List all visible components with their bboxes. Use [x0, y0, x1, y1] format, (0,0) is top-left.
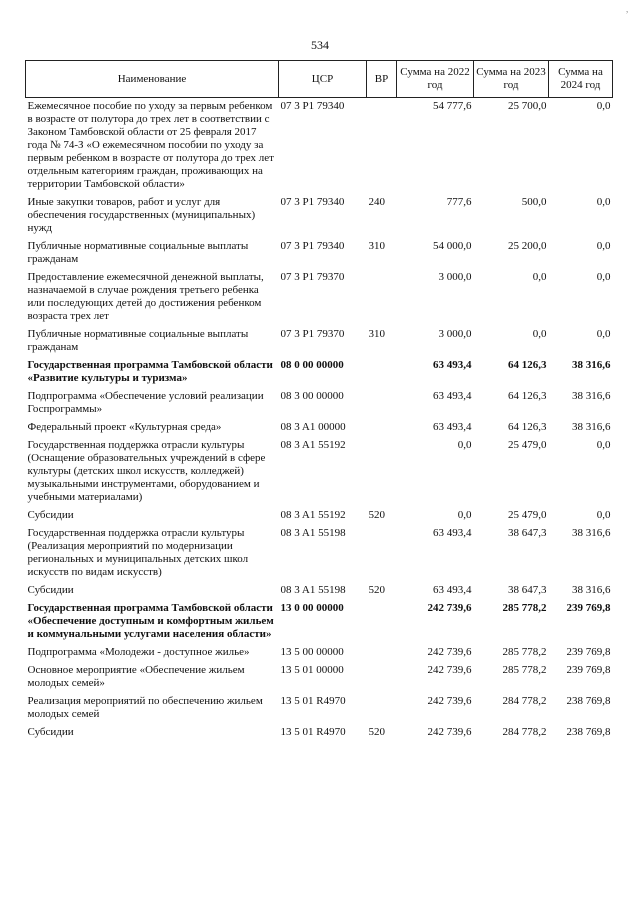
- header-name: Наименование: [26, 61, 279, 98]
- cell-vr: [367, 527, 397, 584]
- cell-vr: 240: [368, 196, 385, 208]
- header-sum-2022: Сумма на 2022 год: [397, 61, 474, 98]
- cell-sum-2022: 63 493,4: [433, 584, 472, 596]
- cell-sum-2023: 284 778,2: [502, 726, 547, 738]
- cell-sum-2024: 0,0: [596, 100, 611, 112]
- cell-csr: 07 3 P1 79370: [280, 271, 345, 283]
- cell-sum-2023: 38 647,3: [508, 527, 547, 539]
- cell-sum-2023: 25 479,0: [508, 439, 547, 451]
- cell-name: Реализация мероприятий по обеспечению жильем молодых семей: [27, 695, 263, 720]
- cell-sum-2022: 54 000,0: [433, 240, 472, 252]
- cell-sum-2022: 63 493,4: [433, 390, 472, 402]
- cell-sum-2022: 242 739,6: [427, 602, 472, 614]
- cell-sum-2023: 285 778,2: [502, 664, 547, 676]
- cell-sum-2023: 25 700,0: [508, 100, 547, 112]
- cell-sum-2024: 38 316,6: [572, 359, 611, 371]
- cell-csr: 13 5 01 00000: [280, 664, 344, 676]
- table-row: [26, 328, 613, 359]
- cell-csr: 08 3 A1 55192: [280, 439, 346, 451]
- cell-name: Государственная поддержка отрасли культуры (Реализация мероприятий по модернизации региональных и муниципальных детских школ искусств по видам искусств): [27, 527, 249, 578]
- budget-table: [25, 60, 613, 744]
- cell-sum-2024: 239 769,8: [566, 664, 611, 676]
- cell-name: Публичные нормативные социальные выплаты гражданам: [27, 328, 249, 353]
- cell-csr: 13 0 00 00000: [280, 602, 344, 614]
- cell-vr: [367, 646, 397, 664]
- cell-sum-2023: 285 778,2: [502, 646, 547, 658]
- cell-name: Основное мероприятие «Обеспечение жильем молодых семей»: [27, 664, 245, 689]
- table-row: [26, 196, 613, 240]
- cell-sum-2024: 38 316,6: [572, 584, 611, 596]
- cell-vr: 520: [368, 584, 385, 596]
- table-row: [26, 695, 613, 726]
- table-row: [26, 421, 613, 439]
- cell-sum-2022: 242 739,6: [427, 726, 472, 738]
- cell-sum-2023: 64 126,3: [508, 390, 547, 402]
- cell-sum-2024: 0,0: [596, 509, 611, 521]
- cell-name: Подпрограмма «Молодежи - доступное жилье»: [27, 646, 250, 658]
- cell-sum-2023: 64 126,3: [508, 359, 547, 371]
- cell-sum-2022: 242 739,6: [427, 664, 472, 676]
- cell-vr: [367, 390, 397, 421]
- cell-vr: [367, 359, 397, 390]
- cell-csr: 13 5 01 R4970: [280, 726, 346, 738]
- cell-sum-2022: 63 493,4: [433, 421, 472, 433]
- table-row: [26, 602, 613, 646]
- header-csr: ЦСР: [279, 61, 367, 98]
- table-row: [26, 271, 613, 328]
- cell-sum-2022: 3 000,0: [438, 328, 472, 340]
- cell-sum-2023: 64 126,3: [508, 421, 547, 433]
- cell-vr: [367, 695, 397, 726]
- cell-sum-2024: 0,0: [596, 328, 611, 340]
- cell-name: Ежемесячное пособие по уходу за первым ребенком в возрасте от полутора до трех лет в соответствии с Законом Тамбовской области от 25 февраля 2017 года № 74-З «О ежемесячном пособии по уходу за первым ребенком в возрасте от полутора до трех лет отдельным категориям граждан, проживающих на территории Тамбовской области»: [27, 100, 274, 190]
- table-header-row: [26, 61, 613, 98]
- cell-csr: 07 3 P1 79340: [280, 240, 345, 252]
- cell-vr: 310: [368, 328, 385, 340]
- cell-csr: 07 3 P1 79340: [280, 100, 345, 112]
- cell-csr: 07 3 P1 79370: [280, 328, 345, 340]
- cell-csr: 08 0 00 00000: [280, 359, 344, 371]
- table-row: [26, 359, 613, 390]
- table-row: [26, 509, 613, 527]
- cell-sum-2023: 284 778,2: [502, 695, 547, 707]
- cell-sum-2024: 0,0: [596, 196, 611, 208]
- cell-name: Государственная программа Тамбовской области «Обеспечение доступным и комфортным жильем и коммунальными услугами населения области»: [27, 602, 274, 640]
- cell-vr: 520: [368, 509, 385, 521]
- table-row: [26, 527, 613, 584]
- cell-sum-2022: 3 000,0: [438, 271, 472, 283]
- cell-sum-2023: 285 778,2: [502, 602, 547, 614]
- table-body: [26, 98, 613, 745]
- cell-sum-2024: 239 769,8: [566, 602, 611, 614]
- cell-name: Публичные нормативные социальные выплаты гражданам: [27, 240, 249, 265]
- table-row: [26, 439, 613, 509]
- table-row: [26, 664, 613, 695]
- page-number: 534: [311, 38, 329, 52]
- cell-sum-2023: 25 479,0: [508, 509, 547, 521]
- cell-name: Предоставление ежемесячной денежной выплаты, назначаемой в случае рождения третьего ребенка или последующих детей до достижения ребенком возраста трех лет: [27, 271, 264, 322]
- cell-sum-2022: 63 493,4: [433, 527, 472, 539]
- cell-name: Субсидии: [27, 726, 74, 738]
- cell-sum-2024: 38 316,6: [572, 421, 611, 433]
- cell-name: Субсидии: [27, 509, 74, 521]
- cell-name: Иные закупки товаров, работ и услуг для обеспечения государственных (муниципальных) нужд: [27, 196, 256, 234]
- cell-name: Государственная поддержка отрасли культуры (Оснащение образовательных учреждений в сфере культуры (детских школ искусств, колледжей) музыкальными инструментами, оборудованием и учебными материалами): [27, 439, 266, 503]
- cell-sum-2023: 38 647,3: [508, 584, 547, 596]
- table-row: [26, 584, 613, 602]
- cell-sum-2022: 0,0: [457, 439, 472, 451]
- cell-vr: [367, 98, 397, 197]
- cell-sum-2024: 38 316,6: [572, 527, 611, 539]
- cell-vr: 520: [368, 726, 385, 738]
- cell-sum-2022: 777,6: [446, 196, 472, 208]
- cell-vr: [367, 271, 397, 328]
- cell-sum-2024: 0,0: [596, 240, 611, 252]
- cell-sum-2022: 63 493,4: [433, 359, 472, 371]
- cell-csr: 08 3 A1 55198: [280, 584, 346, 596]
- cell-name: Подпрограмма «Обеспечение условий реализации Госпрограммы»: [27, 390, 264, 415]
- header-vr: ВР: [367, 61, 397, 98]
- cell-sum-2023: 500,0: [521, 196, 547, 208]
- cell-vr: [367, 664, 397, 695]
- table-row: [26, 390, 613, 421]
- corner-mark: ,: [626, 4, 629, 14]
- cell-sum-2022: 54 777,6: [433, 100, 472, 112]
- cell-csr: 13 5 00 00000: [280, 646, 344, 658]
- cell-sum-2024: 238 769,8: [566, 695, 611, 707]
- header-sum-2024: Сумма на 2024 год: [549, 61, 613, 98]
- cell-sum-2023: 0,0: [532, 271, 547, 283]
- cell-sum-2024: 0,0: [596, 439, 611, 451]
- cell-csr: 08 3 A1 55192: [280, 509, 346, 521]
- cell-sum-2024: 239 769,8: [566, 646, 611, 658]
- cell-name: Субсидии: [27, 584, 74, 596]
- cell-name: Федеральный проект «Культурная среда»: [27, 421, 222, 433]
- cell-vr: [367, 439, 397, 509]
- table-row: [26, 98, 613, 197]
- table-row: [26, 240, 613, 271]
- cell-name: Государственная программа Тамбовской области «Развитие культуры и туризма»: [27, 359, 273, 384]
- cell-sum-2022: 242 739,6: [427, 695, 472, 707]
- cell-sum-2022: 0,0: [457, 509, 472, 521]
- cell-vr: [367, 602, 397, 646]
- cell-sum-2023: 0,0: [532, 328, 547, 340]
- cell-csr: 08 3 00 00000: [280, 390, 344, 402]
- cell-sum-2023: 25 200,0: [508, 240, 547, 252]
- table-row: [26, 726, 613, 744]
- cell-csr: 08 3 A1 55198: [280, 527, 346, 539]
- cell-sum-2024: 238 769,8: [566, 726, 611, 738]
- cell-sum-2024: 38 316,6: [572, 390, 611, 402]
- cell-sum-2022: 242 739,6: [427, 646, 472, 658]
- cell-csr: 13 5 01 R4970: [280, 695, 346, 707]
- cell-vr: [367, 421, 397, 439]
- cell-csr: 08 3 A1 00000: [280, 421, 346, 433]
- header-sum-2023: Сумма на 2023 год: [474, 61, 549, 98]
- table-row: [26, 646, 613, 664]
- cell-vr: 310: [368, 240, 385, 252]
- cell-csr: 07 3 P1 79340: [280, 196, 345, 208]
- cell-sum-2024: 0,0: [596, 271, 611, 283]
